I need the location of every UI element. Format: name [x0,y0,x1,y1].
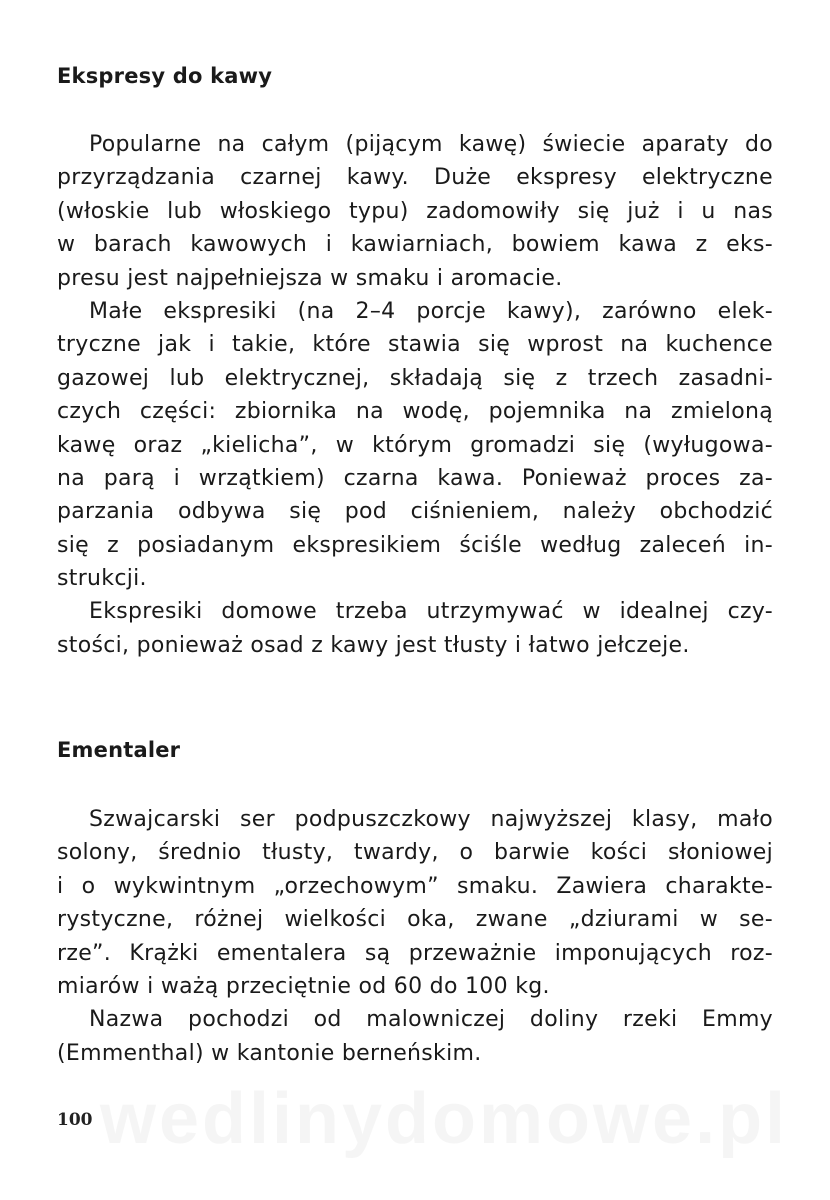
paragraph-line: i o wykwintnym „orzechowym” smaku. Zawiera charakte- [57,873,773,899]
watermark: wedlinydomowe.pl [100,1079,789,1159]
section-heading-ementaler: Ementaler [57,738,181,762]
paragraph-line: (włoskie lub włoskiego typu) zadomowiły się już i u nas [57,198,773,224]
paragraph-line: rystyczne, różnej wielkości oka, zwane „dziurami w se- [57,907,773,933]
paragraph-line: (Emmenthal) w kantonie berneńskim. [57,1040,482,1066]
paragraph-line: się z posiadanym ekspresikiem ściśle według zaleceń in- [57,532,773,558]
paragraph-line: kawę oraz „kielicha”, w którym gromadzi się (wyługowa- [57,432,773,458]
paragraph-line: w barach kawowych i kawiarniach, bowiem kawa z eks- [57,232,773,258]
paragraph-line: Szwajcarski ser podpuszczkowy najwyższej klasy, mało [89,807,773,832]
section-body-ementaler [57,803,773,1070]
page-number: 100 [57,1110,93,1130]
paragraph-line: strukcji. [57,566,147,592]
paragraph-line: Małe ekspresiki (na 2–4 porcje kawy), zarówno elek- [89,298,773,324]
paragraph-line: Nazwa pochodzi od malowniczej doliny rzeki Emmy [89,1007,773,1033]
paragraph-line: czych części: zbiornika na wodę, pojemnika na zmieloną [57,399,773,425]
paragraph-line: rze”. Krążki ementalera są przeważnie imponujących roz- [57,940,773,966]
paragraph-line: parzania odbywa się pod ciśnieniem, należy obchodzić [57,499,773,525]
paragraph-line: solony, średnio tłusty, twardy, o barwie kości słoniowej [57,840,773,866]
paragraph-line: tryczne jak i takie, które stawia się wprost na kuchence [57,332,773,358]
section-body-ekspresy [57,128,773,662]
paragraph-line: na parą i wrzątkiem) czarna kawa. Ponieważ proces za- [57,465,773,491]
paragraph-line: miarów i ważą przeciętnie od 60 do 100 kg. [57,973,550,999]
paragraph-line: stości, ponieważ osad z kawy jest tłusty i łatwo jełczeje. [57,632,690,658]
paragraph-line: Popularne na całym (pijącym kawę) świecie aparaty do [89,132,773,157]
paragraph-line: Ekspresiki domowe trzeba utrzymywać w idealnej czy- [89,599,773,625]
paragraph-line: presu jest najpełniejsza w smaku i aromacie. [57,265,563,291]
paragraph-line: przyrządzania czarnej kawy. Duże ekspresy elektryczne [57,165,773,191]
section-heading-ekspresy: Ekspresy do kawy [57,64,273,88]
paragraph-line: gazowej lub elektrycznej, składają się z trzech zasadni- [57,365,773,391]
